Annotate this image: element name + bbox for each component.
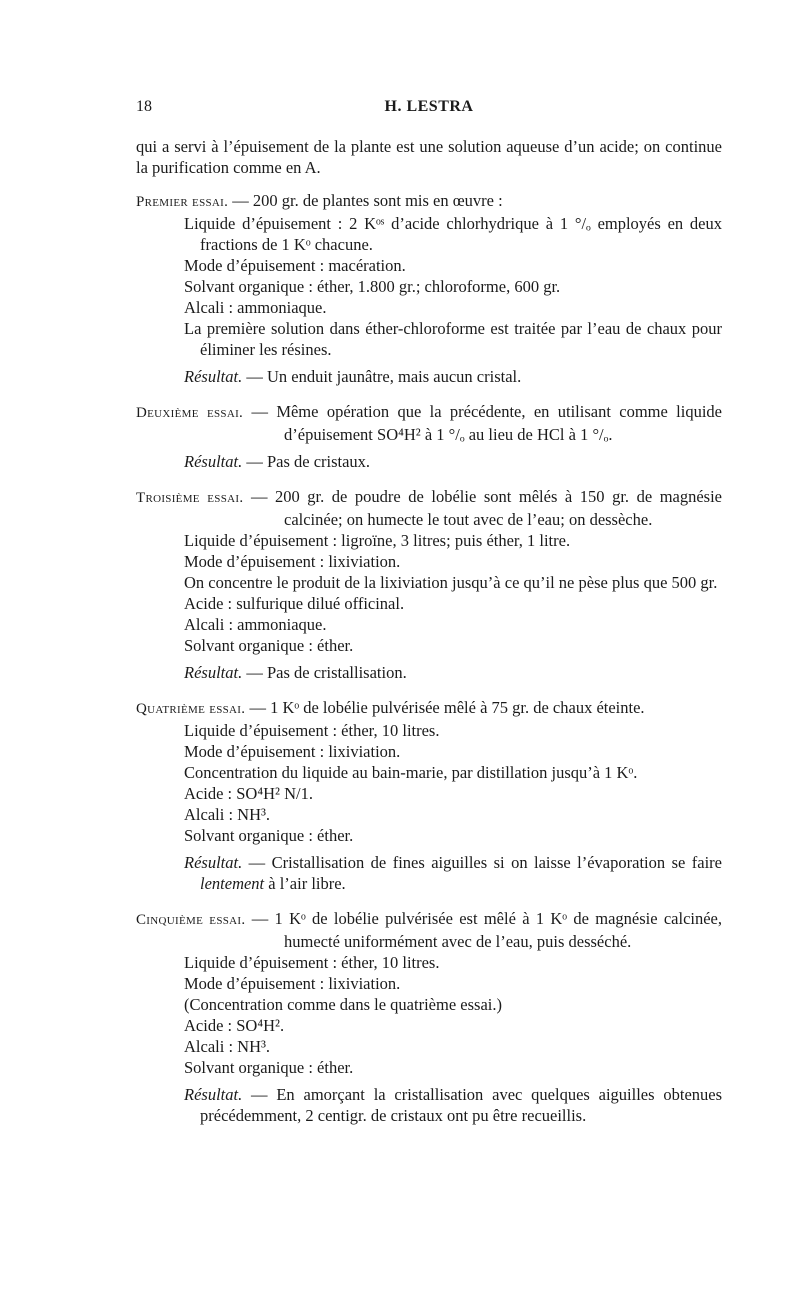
- trial-1-title: Premier essai.: [136, 194, 229, 210]
- trial-1-item: La première solution dans éther-chloroforme est traitée par l’eau de chaux pour éliminer les résines.: [184, 319, 722, 359]
- trial-2-heading: [136, 401, 722, 445]
- page-number: 18: [136, 98, 152, 115]
- result-text: — Pas de cristaux.: [246, 452, 371, 471]
- result-text: — Un enduit jaunâtre, mais aucun cristal.: [246, 367, 522, 386]
- page-header: [136, 98, 722, 122]
- page-body: [136, 136, 722, 1126]
- trial-1-item: Liquide d’épuisement : 2 Kᵒˢ d’acide chlorhydrique à 1 °/ₒ employés en deux fractions de 1 Kᵒ chacune.: [184, 214, 722, 254]
- trial-4-item: Alcali : NH³.: [184, 805, 271, 824]
- trial-3-result: [136, 662, 722, 683]
- trial-5-item: Solvant organique : éther.: [184, 1058, 354, 1077]
- trial-3-item: Liquide d’épuisement : ligroïne, 3 litres; puis éther, 1 litre.: [184, 531, 571, 550]
- trial-3-item: Acide : sulfurique dilué officinal.: [184, 594, 405, 613]
- trial-5-item: (Concentration comme dans le quatrième essai.): [184, 995, 502, 1014]
- trial-4-lead: — 1 Kᵒ de lobélie pulvérisée mêlé à 75 gr. de chaux éteinte.: [249, 698, 645, 717]
- trial-1-lead: — 200 gr. de plantes sont mis en œuvre :: [232, 191, 503, 210]
- trial-4-item: Concentration du liquide au bain-marie, par distillation jusqu’à 1 Kᵒ.: [184, 763, 638, 782]
- trial-4-title: Quatrième essai.: [136, 701, 246, 717]
- result-emphasis: lentement: [200, 874, 265, 893]
- trial-5-item: Mode d’épuisement : lixiviation.: [184, 974, 401, 993]
- trial-3-item: Alcali : ammoniaque.: [184, 615, 327, 634]
- result-label: Résultat.: [184, 1085, 243, 1104]
- result-label: Résultat.: [184, 367, 243, 386]
- trial-4-item: Liquide d’épuisement : éther, 10 litres.: [184, 721, 440, 740]
- trial-3-item: Mode d’épuisement : lixiviation.: [184, 552, 401, 571]
- intro-paragraph: qui a servi à l’épuisement de la plante est une solution aqueuse d’un acide; on continue la purification comme en A.: [136, 137, 722, 177]
- result-label: Résultat.: [184, 452, 243, 471]
- trial-5-title: Cinquième essai.: [136, 912, 246, 928]
- result-text-after: à l’air libre.: [268, 874, 346, 893]
- trial-3-title: Troisième essai.: [136, 490, 244, 506]
- trial-1-heading: [136, 190, 722, 213]
- trial-5-item: Acide : SO⁴H².: [184, 1016, 285, 1035]
- trial-4-heading: [136, 697, 722, 720]
- trial-4-result: [136, 852, 722, 894]
- trial-3-item: On concentre le produit de la lixiviation jusqu’à ce qu’il ne pèse plus que 500 gr.: [184, 573, 718, 592]
- trial-5-heading: [136, 908, 722, 952]
- trial-1-result: [136, 366, 722, 387]
- trial-5-item: Liquide d’épuisement : éther, 10 litres.: [184, 953, 440, 972]
- trial-2-title: Deuxième essai.: [136, 405, 244, 421]
- trial-3-item: Solvant organique : éther.: [184, 636, 354, 655]
- trial-1-item: Alcali : ammoniaque.: [184, 298, 327, 317]
- trial-5-result: [136, 1084, 722, 1126]
- trial-1-item: Mode d’épuisement : macération.: [184, 256, 406, 275]
- result-text: — En amorçant la cristallisation avec quelques aiguilles obtenues précédemment, 2 centigr. de cristaux ont pu être recueillis.: [200, 1085, 723, 1125]
- trial-2-lead: — Même opération que la précédente, en utilisant comme liquide d’épuisement SO⁴H² à 1 °/ₒ au lieu de HCl à 1 °/ₒ.: [251, 402, 722, 444]
- trial-4-item: Solvant organique : éther.: [184, 826, 354, 845]
- trial-2-result: [136, 451, 722, 472]
- trial-1-item: Solvant organique : éther, 1.800 gr.; chloroforme, 600 gr.: [184, 277, 561, 296]
- running-title: H. LESTRA: [384, 98, 474, 115]
- result-text-before: — Cristallisation de fines aiguilles si on laisse l’évaporation se faire: [248, 853, 722, 872]
- trial-3-heading: [136, 486, 722, 530]
- trial-4-item: Acide : SO⁴H² N/1.: [184, 784, 313, 803]
- result-text: — Pas de cristallisation.: [246, 663, 407, 682]
- trial-3-lead: — 200 gr. de poudre de lobélie sont mêlés à 150 gr. de magnésie calcinée; on humecte le tout avec de l’eau; on dessèche.: [250, 487, 723, 529]
- result-label: Résultat.: [184, 853, 243, 872]
- trial-4-item: Mode d’épuisement : lixiviation.: [184, 742, 401, 761]
- result-label: Résultat.: [184, 663, 243, 682]
- trial-5-item: Alcali : NH³.: [184, 1037, 271, 1056]
- trial-5-lead: — 1 Kᵒ de lobélie pulvérisée est mêlé à 1 Kᵒ de magnésie calcinée, humecté uniformément avec de l’eau, puis desséché.: [251, 909, 722, 951]
